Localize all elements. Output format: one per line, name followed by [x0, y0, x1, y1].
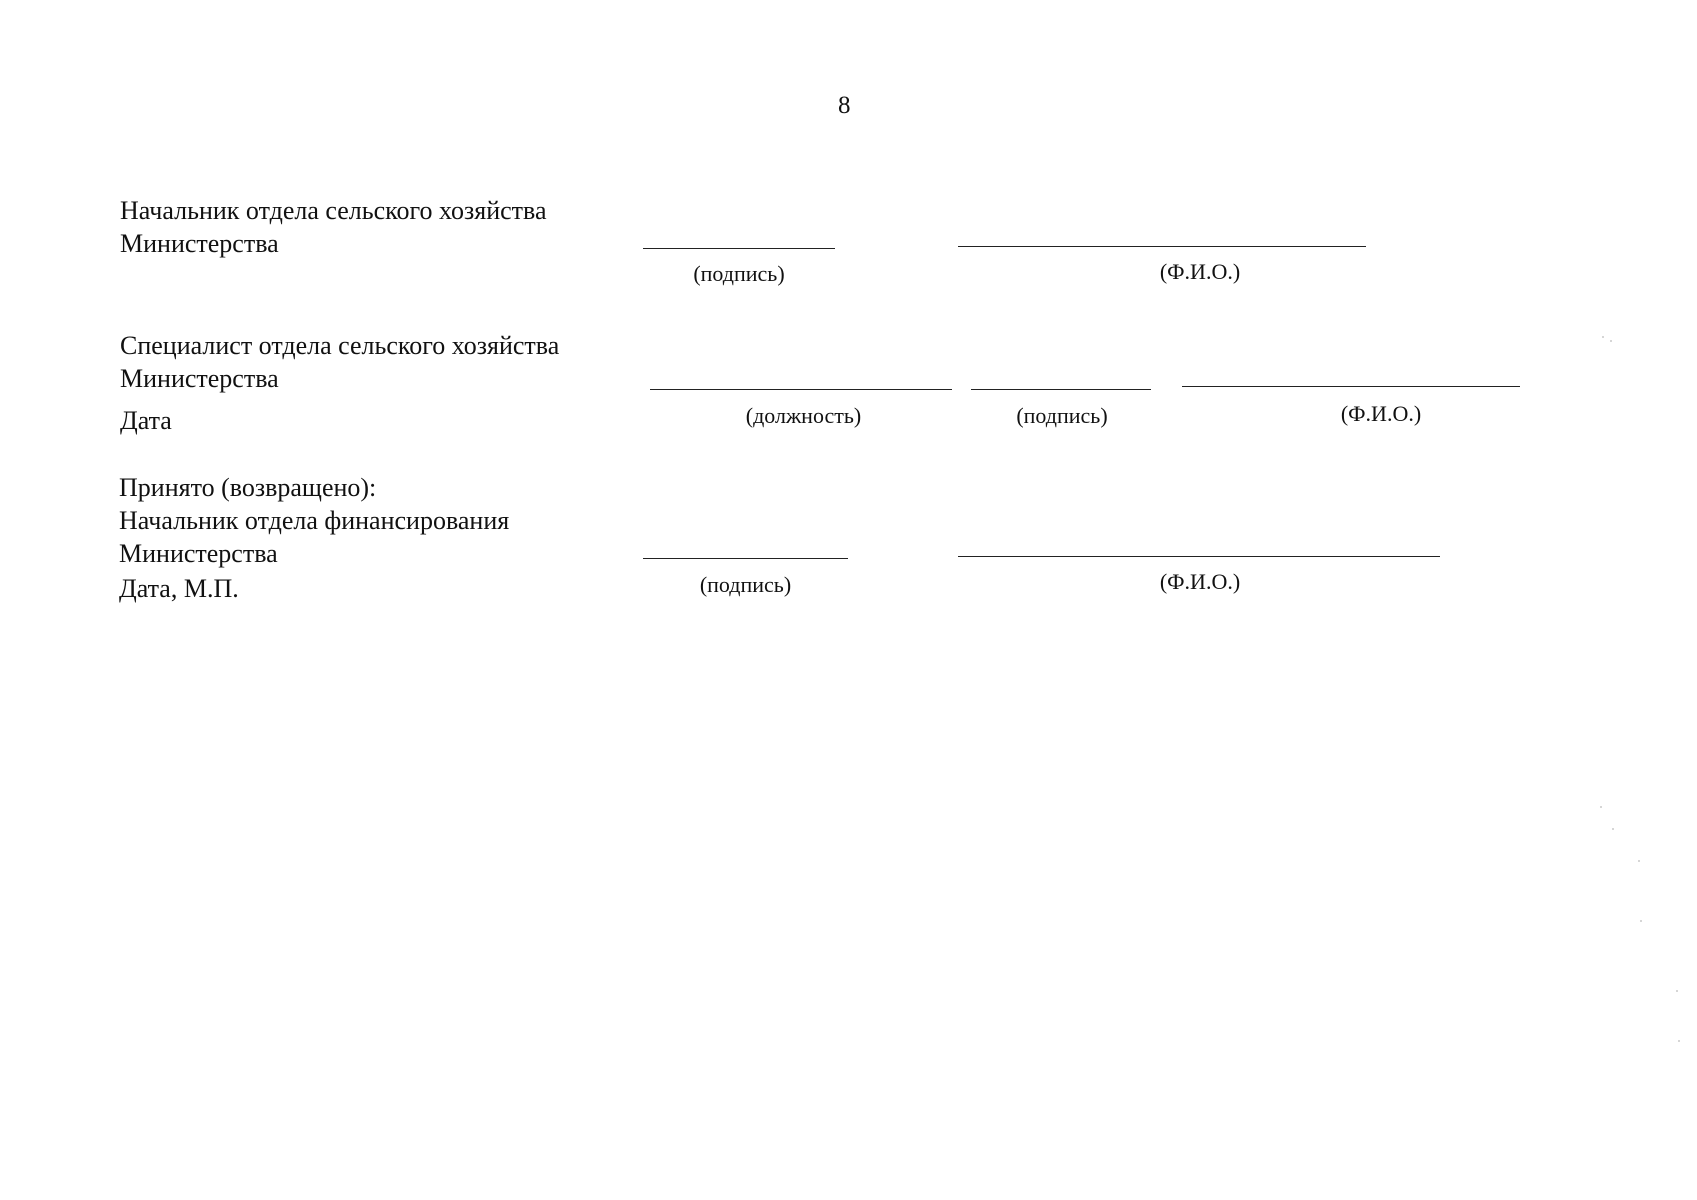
block3-title-line3: Министерства [119, 539, 278, 568]
block1-title-line1: Начальник отдела сельского хозяйства [120, 196, 547, 225]
block2-position-line [650, 389, 952, 390]
scan-speck [1640, 920, 1642, 922]
block2-name-caption: (Ф.И.О.) [1340, 401, 1422, 426]
block2-date-label: Дата [120, 406, 172, 435]
scan-speck [1638, 860, 1640, 862]
scan-speck [1602, 336, 1604, 338]
block2-signature-caption: (подпись) [1016, 403, 1108, 428]
scan-speck [1676, 990, 1678, 992]
block2-signature-line [971, 389, 1151, 390]
block1-signature-line [643, 248, 835, 249]
block1-name-line [958, 246, 1366, 247]
block1-name-caption: (Ф.И.О.) [1159, 259, 1241, 284]
scan-speck [1600, 806, 1602, 808]
block3-signature-caption: (подпись) [699, 572, 792, 597]
block3-date-label: Дата, М.П. [119, 574, 239, 603]
block2-title-line2: Министерства [120, 364, 279, 393]
block2-name-line [1182, 386, 1520, 387]
block3-name-line [958, 556, 1440, 557]
block1-signature-caption: (подпись) [693, 261, 785, 286]
scan-speck [1612, 828, 1614, 830]
block2-title-line1: Специалист отдела сельского хозяйства [120, 331, 560, 360]
page-number: 8 [838, 92, 851, 119]
block3-title-line1: Принято (возвращено): [119, 473, 377, 502]
block3-name-caption: (Ф.И.О.) [1159, 569, 1241, 594]
scan-speck [1678, 1040, 1680, 1042]
scan-speck [1610, 340, 1612, 342]
block1-title-line2: Министерства [120, 229, 279, 258]
block3-signature-line [643, 558, 848, 559]
block3-title-line2: Начальник отдела финансирования [119, 506, 510, 535]
block2-position-caption: (должность) [745, 403, 862, 428]
